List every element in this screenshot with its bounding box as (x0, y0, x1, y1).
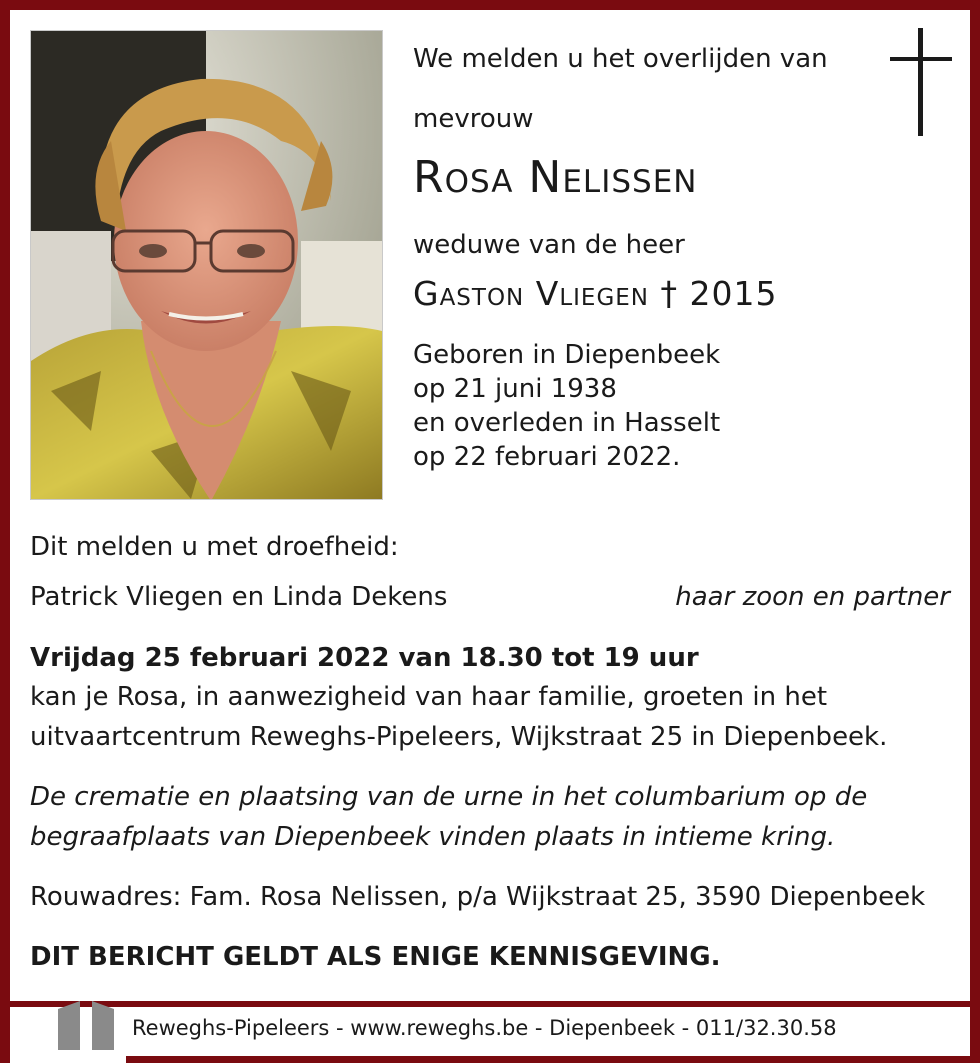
cremation-line: De crematie en plaatsing van de urne in het columbarium op de (30, 782, 868, 812)
visitation-line: kan je Rosa, in aanwezigheid van haar familie, groeten in het (30, 682, 828, 712)
deceased-name: Rosa Nelissen (413, 152, 698, 203)
intro-text: We melden u het overlijden van (413, 44, 828, 74)
born-line: op 21 juni 1938 (413, 374, 617, 404)
widow-text: weduwe van de heer (413, 230, 685, 260)
visitation-date: Vrijdag 25 februari 2022 van 18.30 tot 19 uur (30, 643, 699, 673)
mourner-relation: haar zoon en partner (675, 582, 950, 612)
cremation-line: begraafplaats van Diepenbeek vinden plaats in intieme kring. (30, 822, 836, 852)
husband-name: Gaston Vliegen † 2015 (413, 274, 778, 313)
birth-death-details (413, 338, 720, 474)
portrait-photo (30, 30, 383, 500)
born-line: en overleden in Hasselt (413, 408, 721, 438)
footer-contact: Reweghs-Pipeleers - www.reweghs.be - Diepenbeek - 011/32.30.58 (132, 1016, 837, 1040)
born-line: op 22 februari 2022. (413, 442, 681, 472)
notice-text: DIT BERICHT GELDT ALS ENIGE KENNISGEVING. (30, 942, 721, 972)
mourning-address: Rouwadres: Fam. Rosa Nelissen, p/a Wijkstraat 25, 3590 Diepenbeek (30, 882, 926, 912)
funeral-home-logo (58, 995, 114, 1050)
cross-icon (890, 28, 952, 136)
visitation-line: uitvaartcentrum Reweghs-Pipeleers, Wijkstraat 25 in Diepenbeek. (30, 722, 888, 752)
title-text: mevrouw (413, 104, 534, 134)
mourner-name: Patrick Vliegen en Linda Dekens (30, 582, 448, 612)
born-line: Geboren in Diepenbeek (413, 340, 721, 370)
mourners-heading: Dit melden u met droefheid: (30, 532, 399, 562)
footer-divider (0, 1001, 980, 1007)
footer-bottom-bar (126, 1056, 980, 1063)
